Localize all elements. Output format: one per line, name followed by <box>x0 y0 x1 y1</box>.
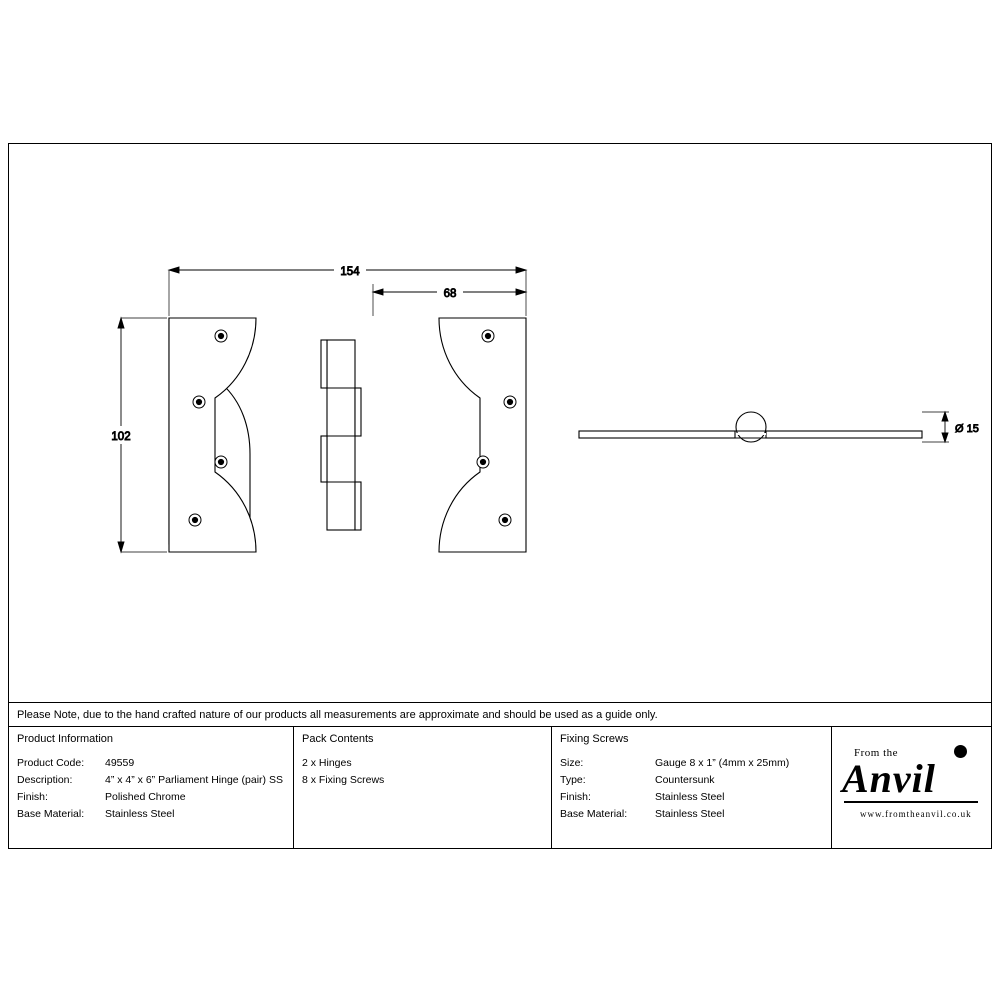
field-screw-size <box>560 755 823 772</box>
screw-size-label: Size: <box>560 757 584 769</box>
hinge-knuckle <box>321 340 361 530</box>
logo-website-url: www.fromtheanvil.co.uk <box>860 809 972 819</box>
drawing-area <box>9 144 991 702</box>
screw-size-value: Gauge 8 x 1” (4mm x 25mm) <box>655 757 790 769</box>
side-view <box>579 412 922 442</box>
screw-type-value: Countersunk <box>655 774 715 786</box>
description-label: Description: <box>17 774 73 786</box>
screw-type-label: Type: <box>560 774 586 786</box>
fixing-screws-column <box>552 727 832 848</box>
description-value: 4” x 4” x 6” Parliament Hinge (pair) SS <box>105 774 283 786</box>
field-screw-base-material <box>560 806 823 823</box>
dimension-68-label: 68 <box>443 288 457 300</box>
logo-dot-icon <box>954 745 967 758</box>
product-code-label: Product Code: <box>17 757 85 769</box>
screw-finish-value: Stainless Steel <box>655 791 725 803</box>
pack-contents-item-hinges: 2 x Hinges <box>302 757 352 769</box>
technical-drawing-sheet <box>8 143 992 849</box>
screw-base-material-value: Stainless Steel <box>655 808 725 820</box>
field-screw-type <box>560 772 823 789</box>
dimension-overall-width <box>169 261 526 316</box>
field-screw-finish <box>560 789 823 806</box>
information-table <box>9 727 991 848</box>
field-description <box>17 772 285 789</box>
product-information-title: Product Information <box>17 733 113 745</box>
dimension-height <box>105 318 167 552</box>
from-the-anvil-logo <box>832 727 991 848</box>
dimension-102-label: 102 <box>111 431 131 443</box>
pack-contents-item-screws: 8 x Fixing Screws <box>302 774 385 786</box>
finish-label: Finish: <box>17 791 48 803</box>
field-finish <box>17 789 285 806</box>
hinge-drawing <box>9 144 991 702</box>
product-information-column <box>9 727 294 848</box>
fixing-screws-title: Fixing Screws <box>560 733 629 745</box>
measurement-note: Please Note, due to the hand crafted nature of our products all measurements are approximate and should be used as a guide only. <box>9 702 991 727</box>
screw-finish-label: Finish: <box>560 791 591 803</box>
base-material-value: Stainless Steel <box>105 808 175 820</box>
finish-value: Polished Chrome <box>105 791 186 803</box>
pack-contents-title: Pack Contents <box>302 733 374 745</box>
logo-anvil-text: Anvil <box>842 756 936 801</box>
pack-contents-column <box>294 727 552 848</box>
brand-logo-column <box>832 727 991 848</box>
logo-underline-rule <box>844 801 978 803</box>
base-material-label: Base Material: <box>17 808 85 820</box>
field-base-material <box>17 806 285 823</box>
dimension-diameter <box>922 412 979 442</box>
dimension-knuckle-width <box>373 283 526 316</box>
dimension-154-label: 154 <box>340 266 360 278</box>
dimension-diameter-label: Ø 15 <box>955 423 979 435</box>
product-code-value: 49559 <box>105 757 135 769</box>
logo-from-the-text: From the <box>854 747 899 759</box>
screw-base-material-label: Base Material: <box>560 808 628 820</box>
field-product-code <box>17 755 285 772</box>
